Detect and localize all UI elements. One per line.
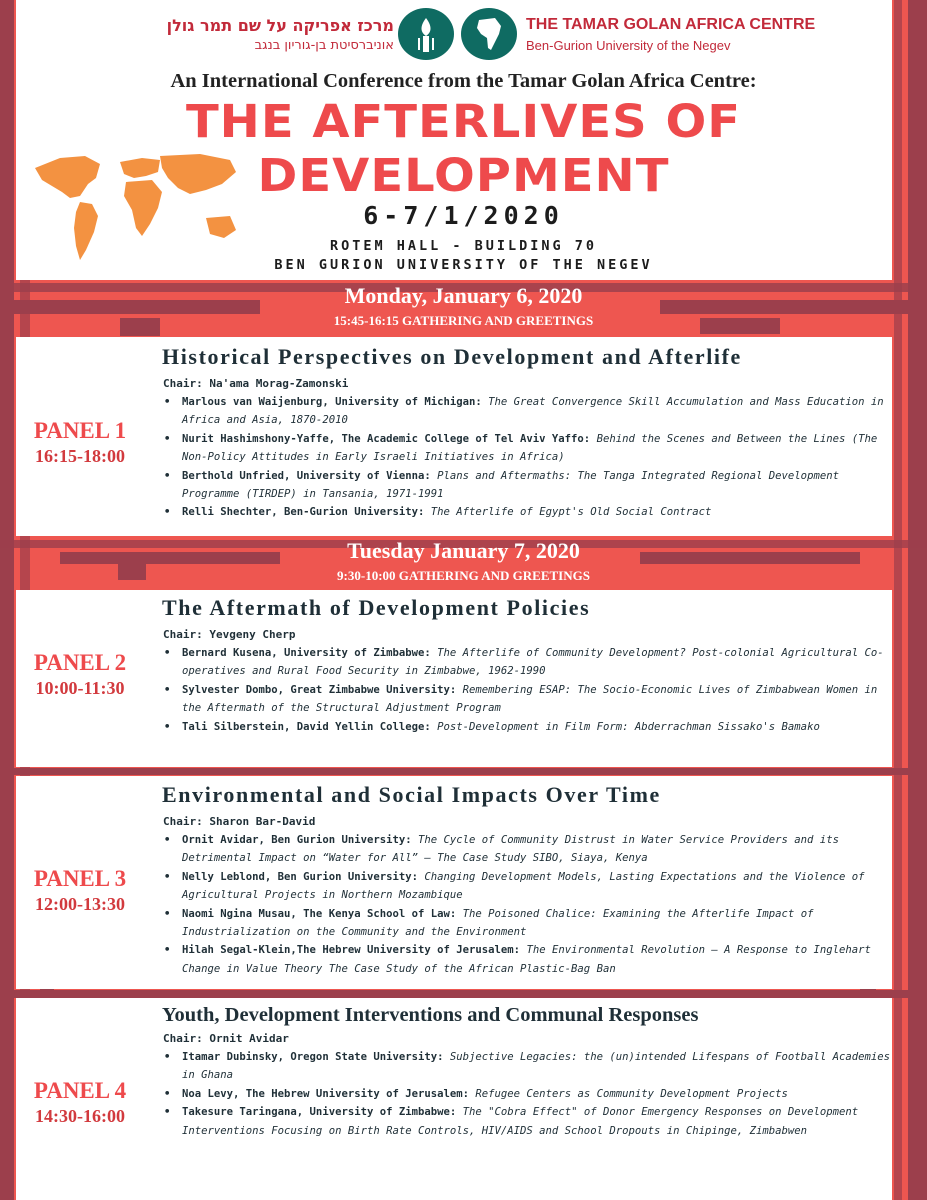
presenter: Itamar Dubinsky, Oregon State University: [182, 1051, 444, 1063]
day-gathering-time: 15:45-16:15 GATHERING AND GREETINGS [333, 313, 594, 328]
conference-intro: An International Conference from the Tamar Golan Africa Centre: [170, 70, 757, 92]
presenter: Sylvester Dombo, Great Zimbabwe University: [182, 683, 457, 696]
list-item [163, 831, 893, 868]
presenter: Bernard Kusena, University of Zimbabwe: [182, 647, 431, 659]
paper-title: Plans and Aftermaths: The Tanga Integrated Regional Development Programme (TIRDEP) in Tansania, 1971-1991 [182, 469, 839, 501]
presenter: Berthold Unfried, University of Vienna: [182, 469, 431, 482]
panel-label [0, 1078, 160, 1127]
panel-time: 10:00-11:30 [35, 678, 125, 698]
list-item [163, 868, 893, 905]
venue-line-2: BEN GURION UNIVERSITY OF THE NEGEV [274, 257, 653, 273]
list-item [163, 905, 893, 942]
day-title: Tuesday January 7, 2020 [347, 538, 580, 563]
paper-list [163, 1048, 893, 1140]
panel-name: PANEL 4 [33, 1078, 127, 1103]
paper-title: The Environmental Revolution – A Response to Inglehart Change in Value Theory The Case Study of the African Plastic-Bag Ban [182, 944, 871, 975]
paper-title: Subjective Legacies: the (un)intended Lifespans of Football Academies in Ghana [182, 1051, 890, 1082]
list-item [163, 644, 893, 681]
university-name: Ben-Gurion University of the Negev [526, 38, 731, 53]
panel-label [0, 866, 160, 915]
list-item [163, 1048, 893, 1085]
list-item [163, 941, 893, 978]
venue-line-1: ROTEM HALL - BUILDING 70 [329, 238, 598, 254]
paper-list [163, 393, 893, 522]
presenter: Marlous van Waijenburg, University of Michigan: [182, 396, 482, 408]
paper-title: Remembering ESAP: The Socio-Economic Lives of Zimbabwean Women in the Aftermath of the Structural Adjustment Program [182, 683, 878, 715]
conference-title-line2: DEVELOPMENT [257, 149, 670, 203]
paper-title: The Cycle of Community Distrust in Water Service Providers and its Detrimental Impact on “Water for All” – The Case Study SIBO, Siaya, Kenya [182, 834, 839, 865]
paper-title: Changing Development Models, Lasting Expectations and the Violence of Agricultural Projects in Northern Mozambique [182, 870, 865, 902]
paper-list [163, 831, 893, 978]
panel-title: The Aftermath of Development Policies [162, 595, 591, 620]
conference-title-line1: THE AFTERLIVES OF [185, 95, 742, 149]
hebrew-centre-name: מרכז אפריקה על שם תמר גולן [166, 16, 394, 35]
paper-title: The Great Convergence Skill Accumulation and Mass Education in Africa and Asia, 1870-2010 [182, 396, 884, 427]
paper-title: The Afterlife of Community Development? Post-colonial Agricultural Co-operatives and Rural Food Security in Zimbabwe, 1962-1990 [182, 647, 884, 678]
hebrew-university-name: אוניברסיטת בן-גוריון בנגב [254, 38, 394, 53]
presenter: Noa Levy, The Hebrew University of Jerusalem: [182, 1087, 470, 1100]
panel-title: Environmental and Social Impacts Over Time [162, 782, 661, 807]
list-item [163, 467, 893, 504]
paper-title: The Afterlife of Egypt's Old Social Contract [430, 506, 712, 519]
panel-chair: Chair: Sharon Bar-David [163, 815, 316, 828]
panel-time: 16:15-18:00 [35, 446, 125, 466]
paper-title: Refugee Centers as Community Development Projects [475, 1087, 788, 1100]
presenter: Naomi Ngina Musau, The Kenya School of Law: [182, 907, 457, 920]
panel-label [0, 418, 160, 467]
list-item [163, 503, 893, 521]
paper-list [163, 644, 893, 736]
list-item [163, 681, 893, 718]
conference-dates: 6-7/1/2020 [363, 201, 564, 230]
paper-title: The Poisoned Chalice: Examining the Afterlife Impact of Industrialization on the Community and the Environment [182, 907, 814, 939]
presenter: Tali Silberstein, David Yellin College: [182, 720, 431, 733]
presenter: Nelly Leblond, Ben Gurion University: [182, 870, 418, 883]
panel-name: PANEL 1 [33, 418, 127, 443]
paper-title: Behind the Scenes and Between the Lines (The Non-Policy Attitudes in Early Israeli Initiatives in Africa) [182, 432, 878, 464]
paper-title: Post-Development in Film Form: Abderrachman Sissako's Bamako [437, 720, 820, 733]
presenter: Hilah Segal-Klein,The Hebrew University of Jerusalem: [182, 944, 521, 957]
panel-title: Historical Perspectives on Development and Afterlife [162, 344, 742, 369]
panel-name: PANEL 2 [33, 650, 127, 675]
presenter: Takesure Taringana, University of Zimbabwe: [182, 1106, 457, 1119]
panel-name: PANEL 3 [33, 866, 127, 891]
panel-time: 14:30-16:00 [35, 1106, 125, 1126]
list-item [163, 1085, 893, 1103]
list-item [163, 430, 893, 467]
centre-name: THE TAMAR GOLAN AFRICA CENTRE [526, 16, 816, 33]
presenter: Ornit Avidar, Ben Gurion University: [182, 834, 412, 846]
torch-logo-icon [398, 8, 454, 60]
list-item [163, 393, 893, 430]
panel-time: 12:00-13:30 [35, 894, 125, 914]
panel-title: Youth, Development Interventions and Communal Responses [162, 1004, 699, 1026]
presenter: Relli Shechter, Ben-Gurion University: [182, 506, 425, 519]
presenter: Nurit Hashimshony-Yaffe, The Academic College of Tel Aviv Yaffo: [182, 432, 591, 445]
africa-map-logo-icon [461, 8, 517, 60]
panel-label [0, 650, 160, 699]
paper-title: The "Cobra Effect" of Donor Emergency Responses on Development Interventions Focusing on Birth Rate Controls, HIV/AIDS and School Dropouts in Chipinge, Zimbabwen [182, 1106, 859, 1137]
panel-chair: Chair: Yevgeny Cherp [163, 628, 296, 641]
day-gathering-time: 9:30-10:00 GATHERING AND GREETINGS [337, 568, 590, 583]
panel-chair: Chair: Na'ama Morag-Zamonski [163, 377, 349, 390]
day-heading [0, 538, 927, 584]
day-heading [0, 283, 927, 329]
list-item [163, 1103, 893, 1140]
panel-chair: Chair: Ornit Avidar [163, 1032, 289, 1045]
list-item [163, 718, 893, 736]
day-title: Monday, January 6, 2020 [344, 283, 583, 308]
